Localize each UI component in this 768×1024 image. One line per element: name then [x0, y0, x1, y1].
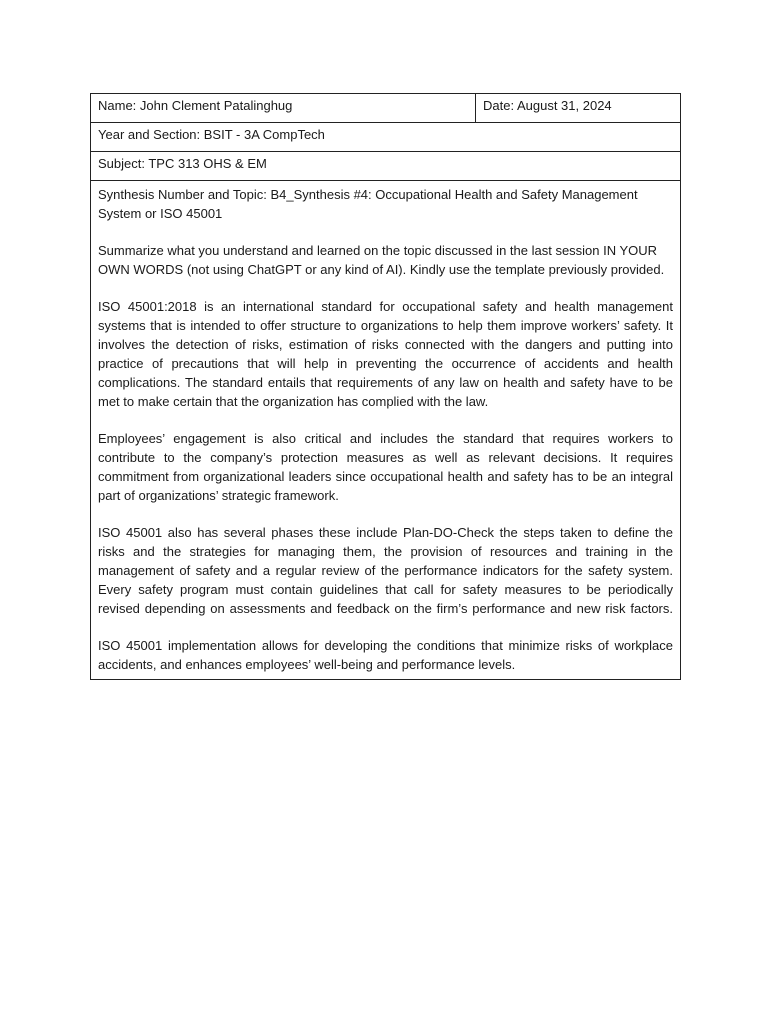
subject-field: Subject: TPC 313 OHS & EM [91, 152, 681, 181]
year-section-field: Year and Section: BSIT - 3A CompTech [91, 123, 681, 152]
synthesis-body [91, 181, 681, 680]
paragraph-iso-overview: ISO 45001:2018 is an international standard for occupational safety and health management systems that is intended to offer structure to organizations to help them improve workers’ safety. It involves the detection of risks, estimation of risks connected with the dangers and putting into practice of precautions that will help in preventing the occurrence of accidents and health complications. The standard entails that requirements of any law on health and safety have to be met to make certain that the organization has complied with the law. [98, 299, 673, 409]
date-field: Date: August 31, 2024 [476, 94, 681, 123]
name-field: Name: John Clement Patalinghug [91, 94, 476, 123]
year-section-row [91, 123, 681, 152]
topic-text: Synthesis Number and Topic: B4_Synthesis #4: Occupational Health and Safety Management System or ISO 45001 [98, 187, 638, 221]
paragraph-phases: ISO 45001 also has several phases these include Plan-DO-Check the steps taken to define the risks and the strategies for managing them, the provision of resources and training in the management of safety and a regular review of the performance indicators for the safety system. Every safety program must contain guidelines that call for safety measures to be periodically revised depending on assessments and feedback on the firm’s performance and new risk factors. [98, 525, 673, 616]
paragraph-implementation: ISO 45001 implementation allows for developing the conditions that minimize risks of workplace accidents, and enhances employees’ well-being and performance levels. [98, 638, 673, 672]
body-row [91, 181, 681, 680]
instructions-text: Summarize what you understand and learned on the topic discussed in the last session IN YOUR OWN WORDS (not using ChatGPT or any kind of AI). Kindly use the template previously provided. [98, 243, 665, 277]
name-date-row [91, 94, 681, 123]
synthesis-form-table [90, 93, 681, 680]
paragraph-employee-engagement: Employees’ engagement is also critical and includes the standard that requires workers to contribute to the company’s protection measures as well as relevant decisions. It requires commitment from organizational leaders since occupational health and safety has to be an integral part of organizations’ strategic framework. [98, 431, 673, 503]
subject-row [91, 152, 681, 181]
